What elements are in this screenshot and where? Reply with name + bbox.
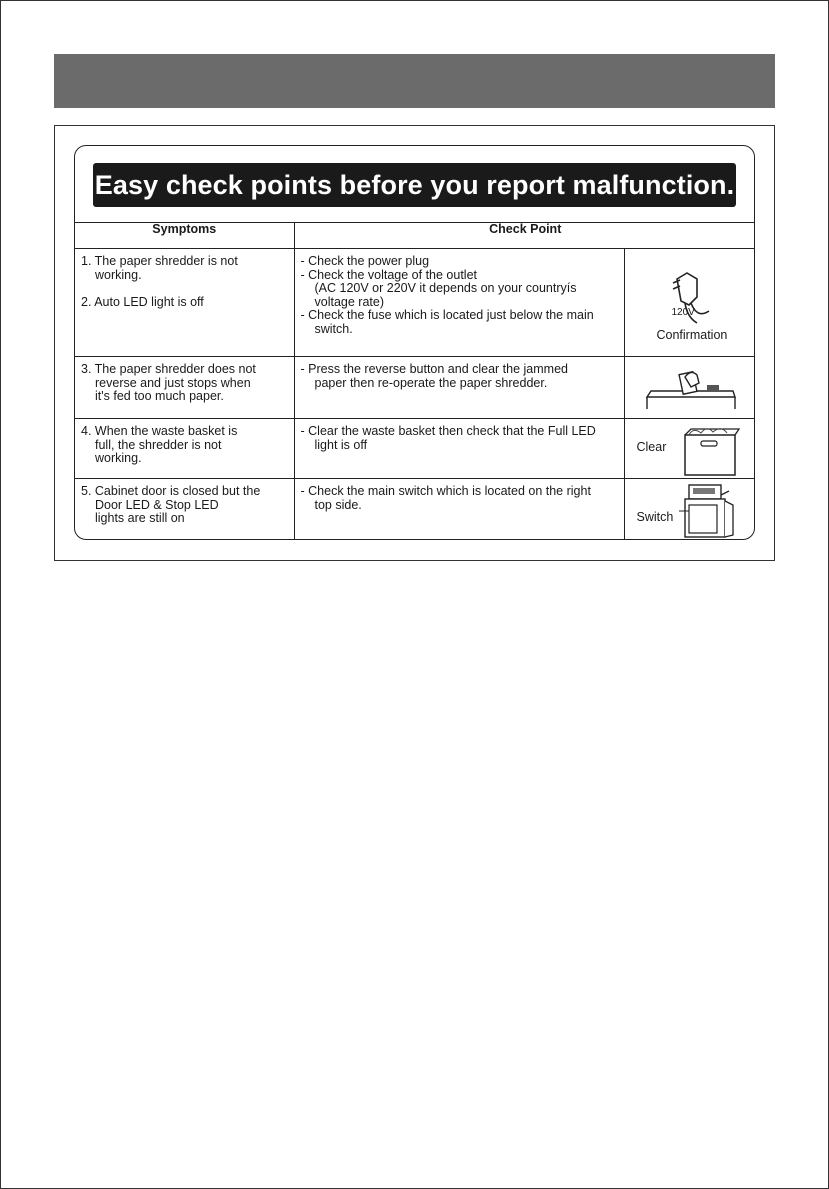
check-line: - Check the main switch which is located on the right	[300, 484, 591, 498]
image-caption: Confirmation	[656, 328, 728, 342]
check-line: light is off	[314, 437, 368, 452]
voltage-label: 120V	[671, 307, 695, 318]
symptom-line: Door LED & Stop LED	[95, 497, 219, 512]
troubleshooting-panel	[54, 125, 775, 561]
check-point-header: Check Point	[294, 223, 755, 249]
waste-basket-icon	[679, 423, 741, 479]
check-line: switch.	[314, 321, 353, 336]
image-caption: Clear	[636, 440, 667, 454]
header-bar	[54, 54, 775, 108]
symptom-line-blank	[81, 282, 288, 296]
symptom-cell	[75, 249, 294, 357]
symptom-line: full, the shredder is not	[95, 437, 222, 452]
check-line: (AC 120V or 220V it depends on your countryís	[314, 281, 577, 295]
table-row	[75, 357, 755, 419]
symptom-line: lights are still on	[95, 511, 185, 525]
symptom-line: 3. The paper shredder does not	[81, 362, 256, 376]
check-line: - Clear the waste basket then check that the Full LED	[300, 424, 596, 438]
check-cell	[294, 249, 624, 357]
check-line: voltage rate)	[314, 294, 384, 309]
table-row	[75, 419, 755, 479]
page-title: Easy check points before you report malfunction.	[93, 163, 736, 207]
symptoms-header: Symptoms	[75, 223, 294, 249]
check-line: - Check the voltage of the outlet	[300, 267, 477, 282]
symptom-line: 2. Auto LED light is off	[81, 295, 204, 309]
shredder-cabinet-icon	[679, 481, 737, 539]
check-cell	[294, 419, 624, 479]
symptom-line: 4. When the waste basket is	[81, 424, 238, 438]
image-caption: Switch	[636, 510, 674, 524]
check-line: - Check the power plug	[300, 254, 430, 268]
check-cell	[294, 479, 624, 541]
check-points-card	[74, 145, 755, 540]
symptom-cell	[75, 479, 294, 541]
symptom-line: working.	[95, 451, 142, 465]
table-row	[75, 249, 755, 357]
table-row	[75, 479, 755, 541]
symptom-line: working.	[95, 267, 142, 282]
symptom-line: it's fed too much paper.	[95, 389, 224, 403]
check-line: - Check the fuse which is located just below the main	[300, 308, 594, 322]
paper-jam-icon	[641, 363, 741, 411]
check-cell	[294, 357, 624, 419]
check-line: top side.	[314, 497, 362, 512]
illustration-cell	[624, 479, 755, 541]
symptom-cell	[75, 357, 294, 419]
table-header-row	[75, 223, 755, 249]
symptom-cell	[75, 419, 294, 479]
check-points-table	[75, 222, 755, 540]
illustration-cell	[624, 249, 755, 357]
symptom-line: 5. Cabinet door is closed but the	[81, 484, 261, 498]
check-line: - Press the reverse button and clear the jammed	[300, 362, 568, 376]
check-line: paper then re-operate the paper shredder.	[314, 375, 548, 390]
symptom-line: reverse and just stops when	[95, 375, 251, 390]
illustration-cell	[624, 357, 755, 419]
illustration-cell	[624, 419, 755, 479]
symptom-line: 1. The paper shredder is not	[81, 254, 238, 268]
